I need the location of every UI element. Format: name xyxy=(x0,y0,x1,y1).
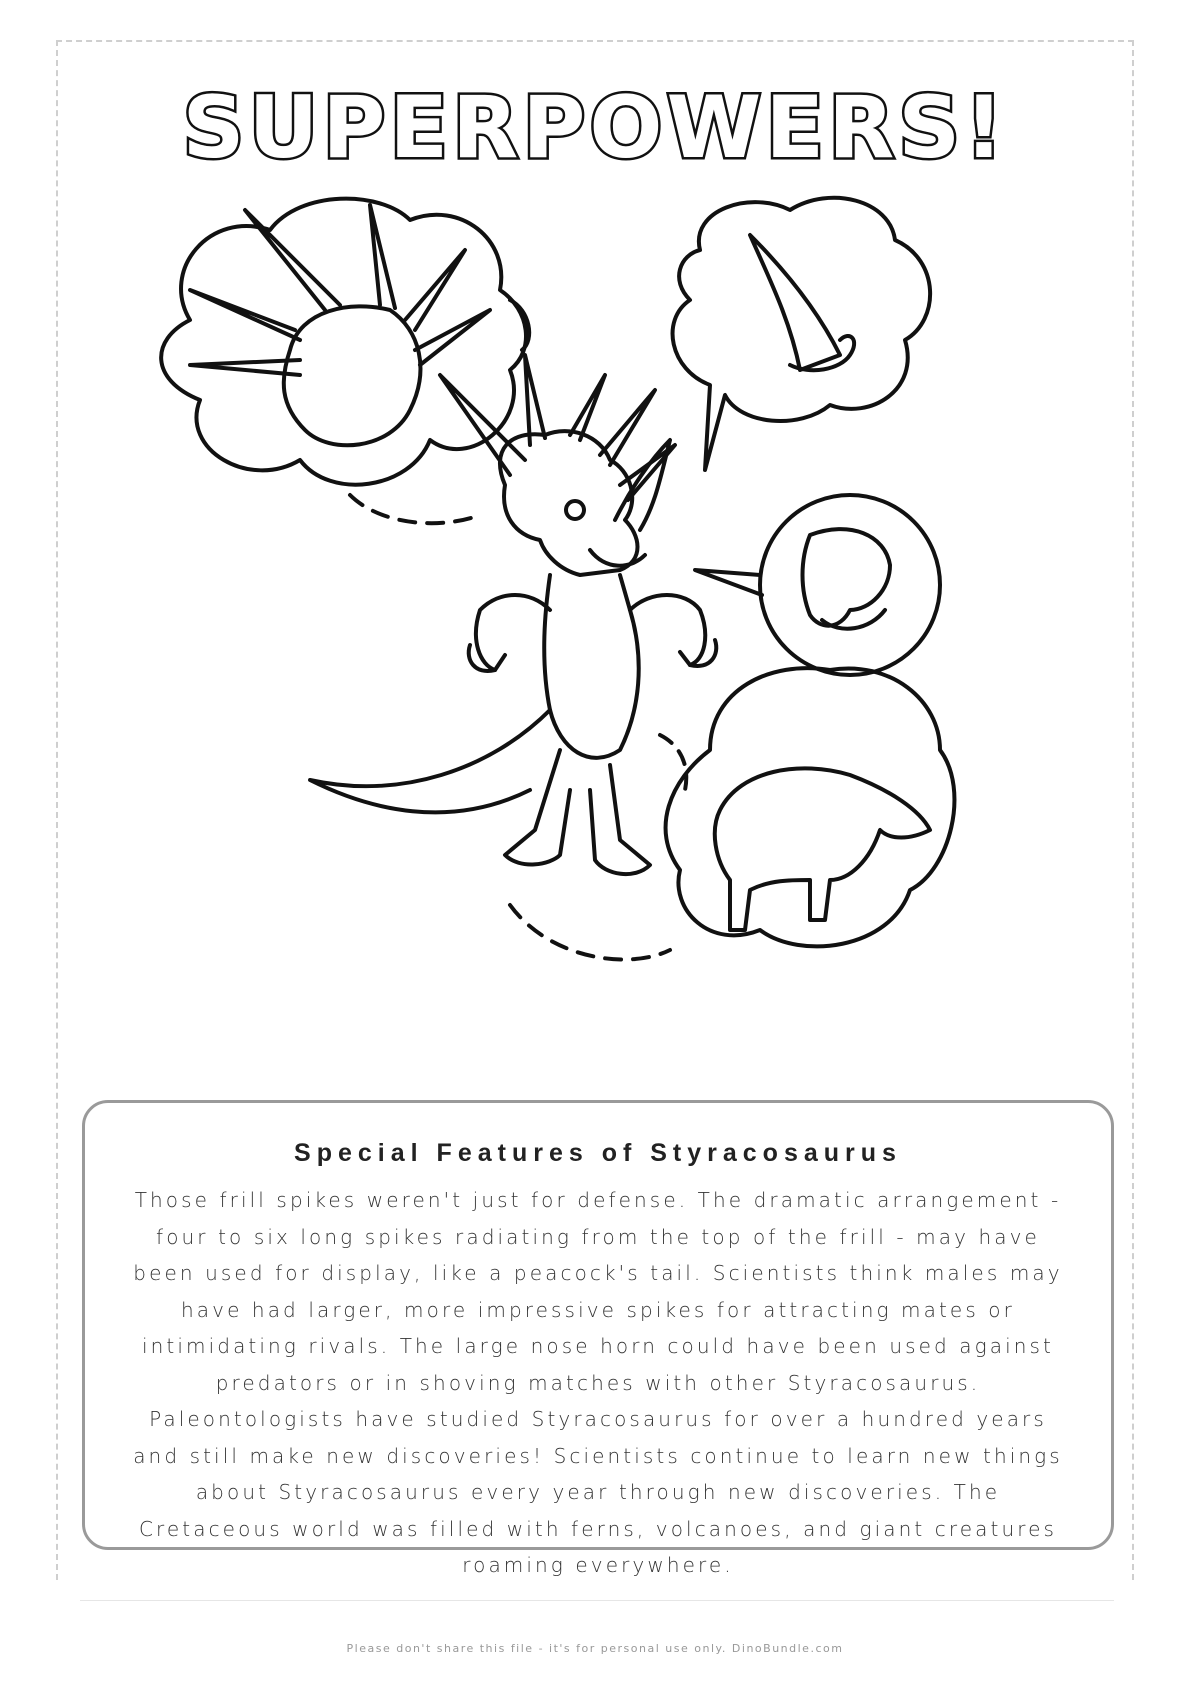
footer-notice: Please don't share this file - it's for personal use only. DinoBundle.com xyxy=(346,1642,844,1655)
beak-bubble xyxy=(695,495,940,675)
nose-horn-bubble xyxy=(673,198,931,470)
styracosaurus-illustration xyxy=(150,190,1050,1060)
info-text: Those frill spikes weren't just for defense. The dramatic arrangement - four to six long spikes radiating from the top of the frill - may have been used for display, like a peacock's tail. Scientists think males may have had larger, more impressive spikes for attracting mates or intimidating rivals. The large nose horn could have been used against predators or in shoving matches with other Styracosaurus. Paleontologists have studied Styracosaurus for over a hundred years and still make new discoveries! Scientists continue to learn new things about Styracosaurus every year through new discoveries. The Cretaceous world was filled with ferns, volcanoes, and giant creatures roaming everywhere. xyxy=(133,1188,1063,1577)
body-bubble xyxy=(510,668,954,959)
info-heading: Special Features of Styracosaurus xyxy=(294,1139,902,1167)
footer-divider xyxy=(80,1600,1114,1601)
frill-spikes-bubble xyxy=(161,199,529,485)
main-dinosaur xyxy=(310,355,716,874)
info-box xyxy=(82,1100,1114,1577)
page-title: SUPERPOWERS! xyxy=(182,78,1008,178)
